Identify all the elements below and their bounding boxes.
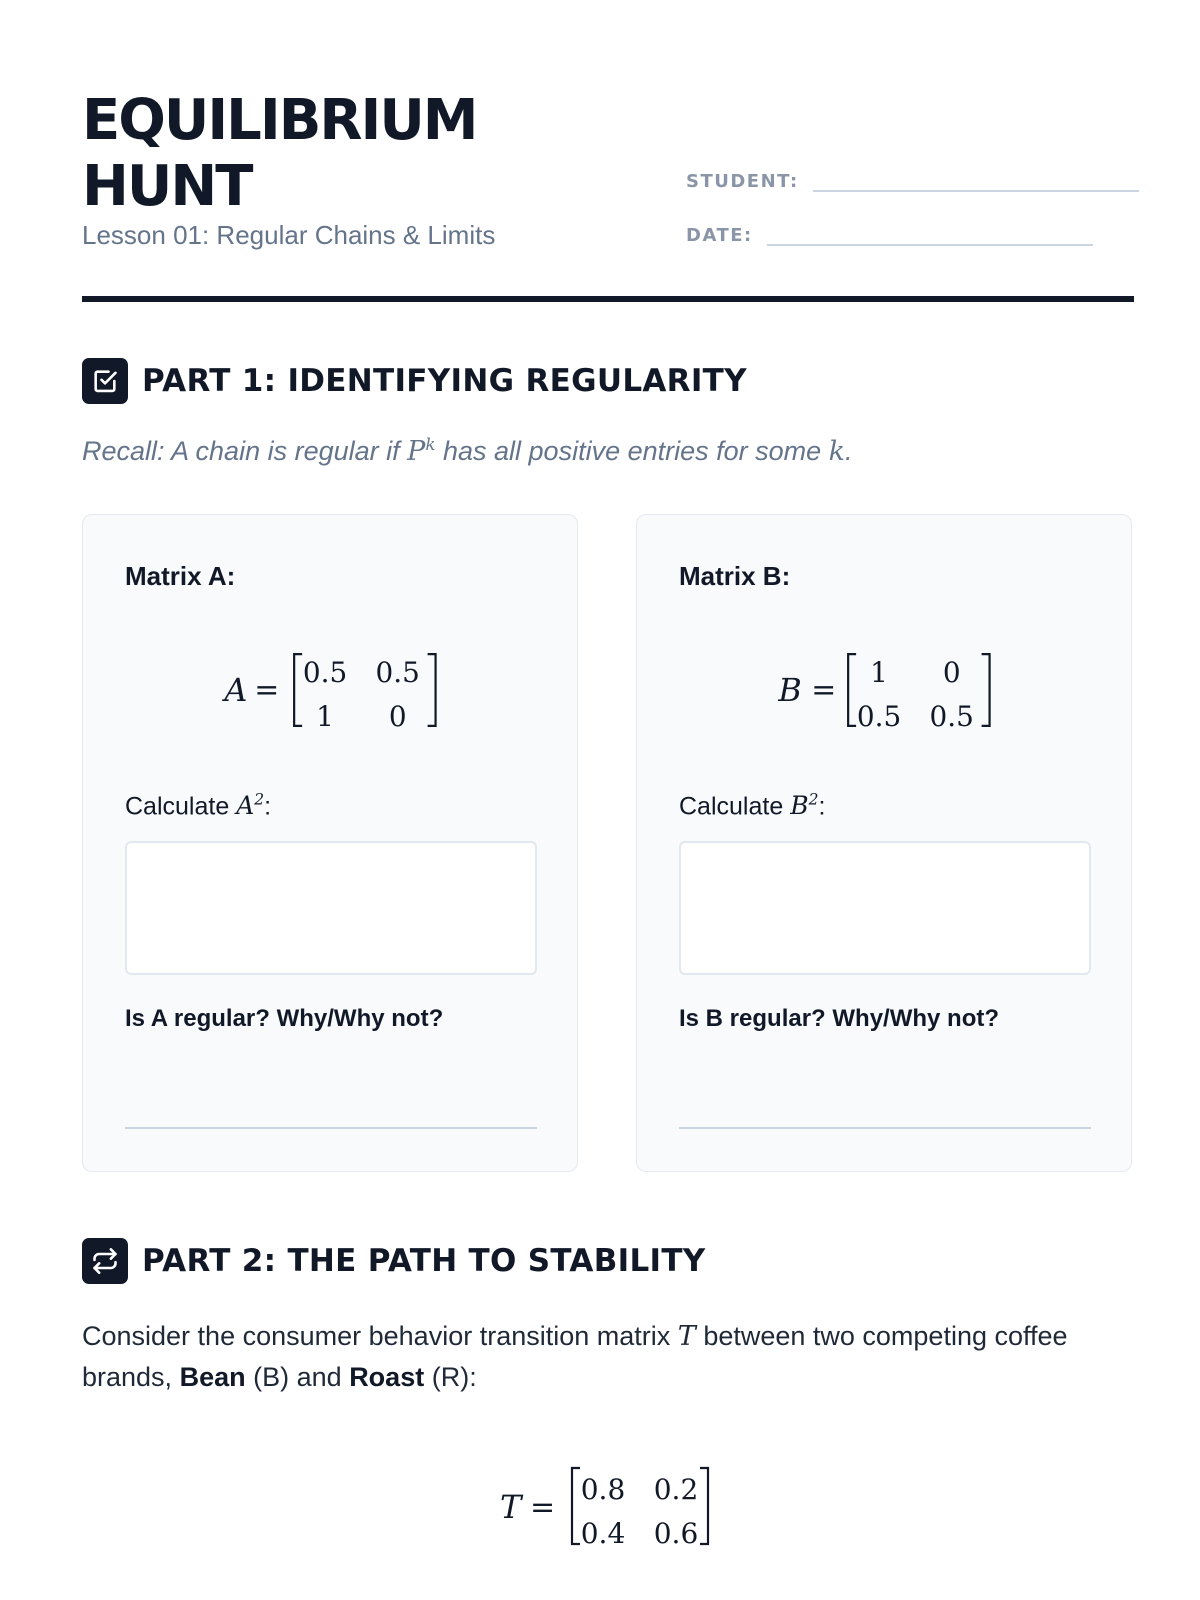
title-line-1: EQUILIBRIUM [82, 88, 477, 153]
matrix-a-equation [83, 650, 577, 730]
para-text-2: between two competing coffee brands, [82, 1321, 1068, 1392]
matrix-b-cell-11: 1 [870, 656, 888, 690]
matrix-a-cell-12: 0.5 [375, 656, 420, 690]
calc-b-prefix: Calculate [679, 792, 784, 821]
matrix-b-cell-21: 0.5 [856, 699, 902, 730]
header-divider [82, 296, 1134, 302]
calc-b-answer-box[interactable] [679, 841, 1091, 975]
matrix-t-cell-22: 0.6 [653, 1517, 699, 1550]
worksheet-header [82, 88, 1134, 308]
recall-note [82, 434, 853, 467]
para-text-1: Consider the consumer behavior transition matrix [82, 1321, 671, 1351]
calc-a-prompt [125, 791, 271, 821]
calc-a-prefix: Calculate [125, 792, 230, 821]
calc-b-suffix: : [818, 792, 826, 821]
matrix-b-right-bracket [982, 654, 990, 726]
matrix-a-label: Matrix A: [125, 561, 236, 591]
matrix-a-right-bracket [428, 654, 436, 726]
matrix-t-equation [0, 1462, 1200, 1552]
matrix-t-right-bracket [700, 1468, 708, 1544]
para-var-t: T [677, 1321, 696, 1352]
student-name-line[interactable] [813, 166, 1139, 192]
part2-heading [82, 1238, 706, 1284]
recall-mid: has all positive entries for some [442, 436, 822, 467]
student-field [686, 166, 1139, 192]
matrix-a-cell-22: 0 [388, 699, 407, 730]
regular-a-question: Is A regular? Why/Why not? [125, 1005, 444, 1032]
matrix-b-name: B [778, 670, 802, 709]
regular-b-answer-line[interactable] [679, 1127, 1091, 1129]
part1-title: PART 1: IDENTIFYING REGULARITY [142, 363, 747, 399]
recall-prefix: Recall: A chain is regular if [82, 436, 400, 467]
brand-roast-abbr: (R): [431, 1362, 477, 1392]
regular-b-question: Is B regular? Why/Why not? [679, 1005, 1000, 1032]
matrix-t-cell-12: 0.2 [653, 1473, 699, 1506]
date-line[interactable] [767, 220, 1093, 246]
calc-a-answer-box[interactable] [125, 841, 537, 975]
date-field [686, 220, 1093, 246]
recall-end: . [845, 436, 853, 467]
part2-title: PART 2: THE PATH TO STABILITY [142, 1243, 706, 1279]
recall-var-k: k [828, 436, 846, 468]
matrix-a-card [82, 514, 578, 1172]
recall-var-p: $P^k$ [407, 434, 436, 468]
matrix-t-cell-21: 0.4 [580, 1517, 626, 1550]
matrix-b-left-bracket [848, 654, 856, 726]
matrix-b-equals: = [811, 672, 837, 708]
checkbox-icon [82, 358, 128, 404]
regular-a-answer-line[interactable] [125, 1127, 537, 1129]
matrix-b-card [636, 514, 1132, 1172]
matrix-a-name: A [224, 670, 248, 709]
date-label: DATE: [686, 225, 753, 246]
matrix-t-equals: = [530, 1490, 556, 1525]
matrix-b-equation [637, 650, 1131, 730]
matrix-a-cell-11: 0.5 [302, 656, 348, 690]
part2-description [82, 1316, 1134, 1398]
matrix-t-left-bracket [572, 1468, 580, 1544]
calc-a-var: $A^2$ [236, 791, 265, 821]
calc-b-prompt [679, 791, 825, 821]
matrix-b-cell-22: 0.5 [929, 699, 974, 730]
matrix-b-label: Matrix B: [679, 561, 791, 591]
title-line-2: HUNT [82, 154, 252, 219]
student-label: STUDENT: [686, 171, 799, 192]
brand-bean-abbr: (B) and [253, 1362, 342, 1392]
matrix-b-cell-12: 0 [942, 656, 961, 690]
calc-a-suffix: : [264, 792, 272, 821]
repeat-arrows-icon [82, 1238, 128, 1284]
matrix-a-equals: = [254, 672, 280, 708]
recall-exponent-k: k [425, 434, 436, 454]
brand-roast: Roast [349, 1362, 425, 1392]
part1-heading [82, 358, 747, 404]
matrix-t-cell-11: 0.8 [580, 1473, 626, 1506]
matrix-a-left-bracket [294, 654, 302, 726]
lesson-subtitle: Lesson 01: Regular Chains & Limits [82, 220, 496, 250]
matrix-a-cell-21: 1 [316, 699, 334, 730]
calc-b-exponent: 2 [808, 791, 819, 809]
matrix-t-name: T [500, 1488, 522, 1526]
calc-a-exponent: 2 [254, 791, 265, 809]
calc-b-var: $B^2$ [790, 791, 819, 821]
brand-bean: Bean [179, 1362, 246, 1392]
